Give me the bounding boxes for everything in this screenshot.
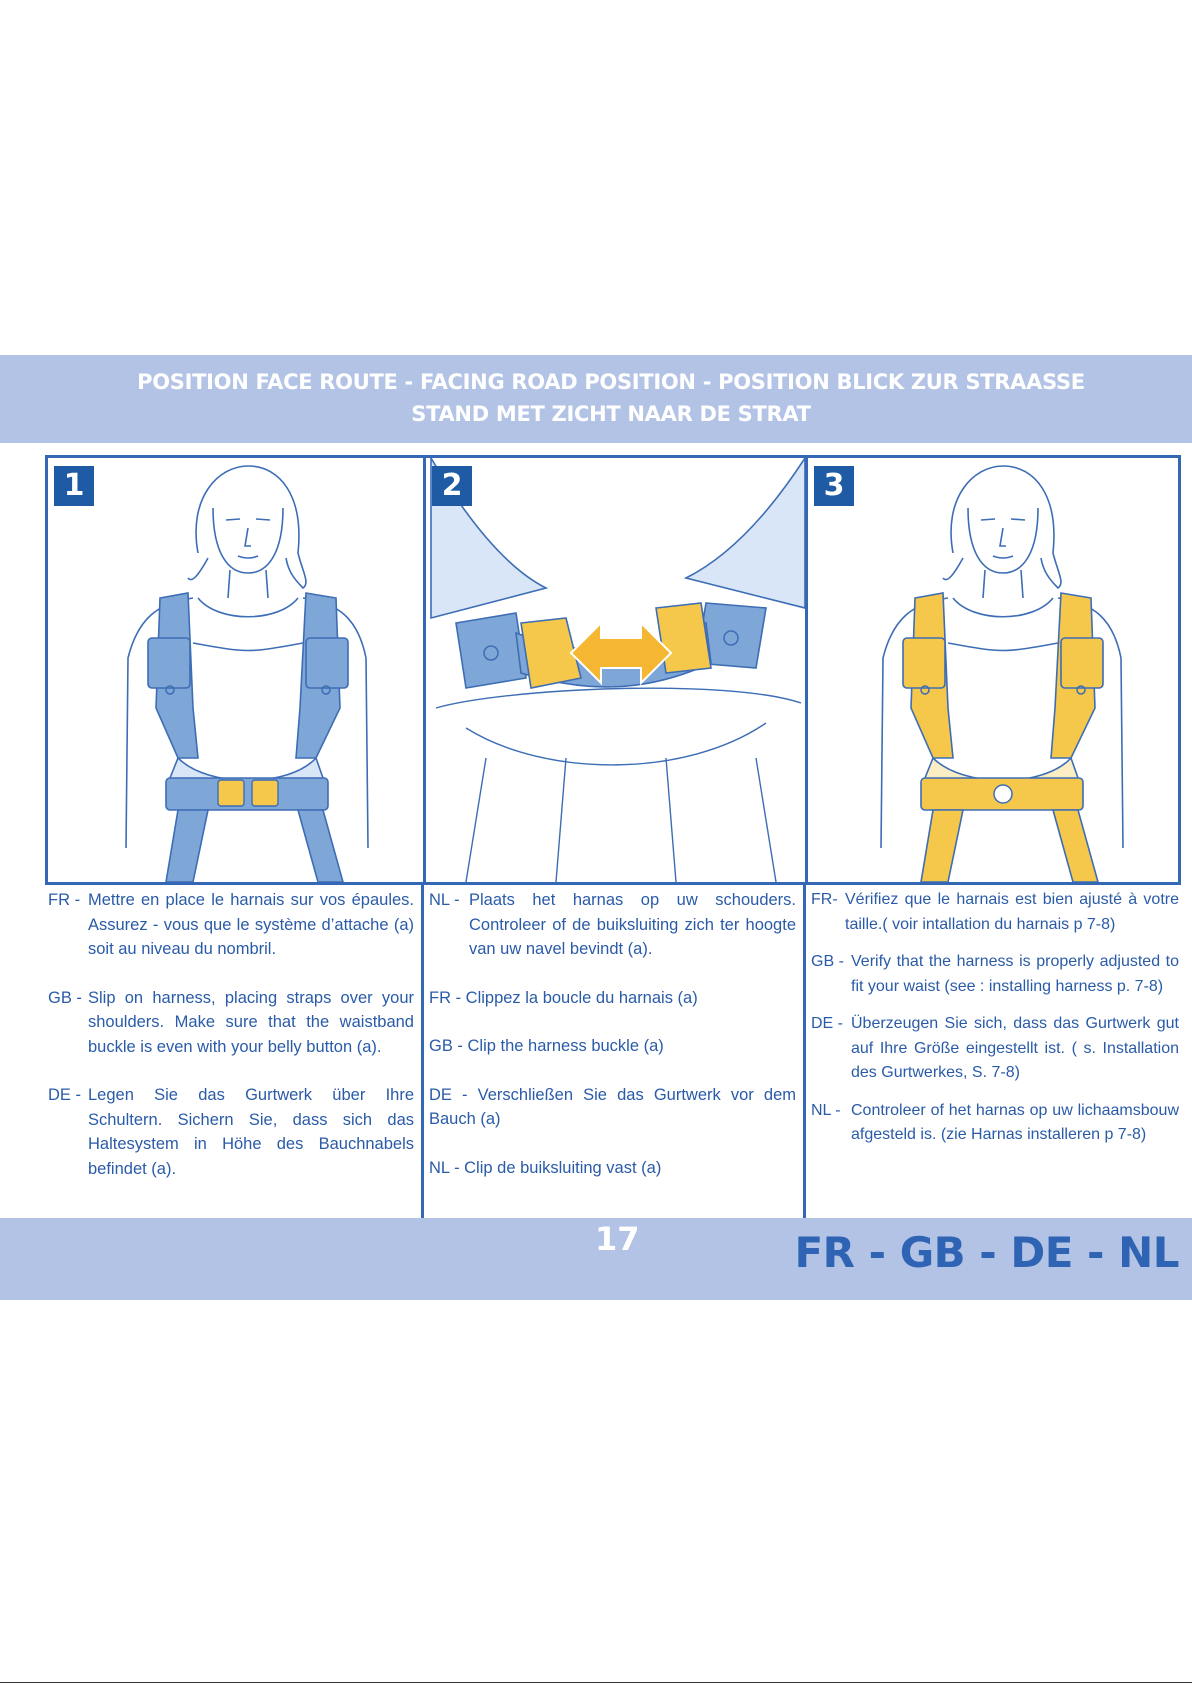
person-blue-harness-figure: [48, 458, 423, 882]
instruction-text: Vérifiez que le harnais est bien ajusté à votre taille.( voir intallation du harnais p 7-8): [845, 891, 1179, 933]
instruction-text: Legen Sie das Gurtwerk über Ihre Schultern. Sichern Sie, dass sich das Haltesystem in Höhe des Bauchnabels befindet (a).: [88, 1086, 414, 1178]
instruction-text: Controleer of het harnas op uw lichaamsbouw afgesteld is. (zie Harnas installeren p 7-8): [851, 1101, 1179, 1143]
instruction-fr: FR - Clippez la boucle du harnais (a): [429, 988, 698, 1007]
step-2-badge: 2: [432, 466, 472, 506]
instruction-nl: [429, 888, 796, 962]
language-code: GB -: [811, 953, 844, 970]
instruction-de: [48, 1083, 414, 1181]
buckle-closeup-figure: [426, 458, 805, 882]
instruction-text: Plaats het harnas op uw schouders. Controleer of de buiksluiting zich ter hoogte van uw navel bevindt (a).: [469, 891, 796, 958]
instruction-gb: [811, 950, 1179, 999]
instruction-gb: GB - Clip the harness buckle (a): [429, 1037, 664, 1055]
step-3-instructions: [811, 888, 1179, 1161]
step-2-instructions: [429, 888, 796, 1204]
footer-band: [0, 1218, 1192, 1300]
language-code: DE -: [48, 1086, 81, 1104]
instruction-text: Mettre en place le harnais sur vos épaules. Assurez - vous que le système d’attache (a) soit au niveau du nombril.: [88, 891, 414, 958]
illustration-step-2: [426, 458, 805, 882]
step-1-instructions: [48, 888, 414, 1205]
instruction-fr: [811, 888, 1179, 937]
page-title-line-1: POSITION FACE ROUTE - FACING ROAD POSITION - POSITION BLICK ZUR STRAASSE: [137, 370, 1085, 394]
instruction-de: [811, 1012, 1179, 1086]
language-code: NL -: [811, 1101, 841, 1119]
language-code: GB -: [48, 988, 82, 1007]
language-code: FR-: [811, 891, 838, 908]
instruction-text: Slip on harness, placing straps over your shoulders. Make sure that the waistband buckle is even with your belly button (a).: [88, 988, 414, 1056]
page-number: 17: [595, 1220, 640, 1258]
step-3-badge: 3: [814, 466, 854, 506]
instruction-gb: [48, 986, 414, 1060]
text-column-divider: [803, 885, 806, 1218]
instruction-nl: [811, 1099, 1179, 1148]
language-code: NL -: [429, 891, 460, 909]
title-band: [0, 355, 1192, 443]
instruction-de: DE - Verschließen Sie das Gurtwerk vor dem Bauch (a): [429, 1085, 796, 1128]
page-bottom-rule: [0, 1682, 1192, 1683]
illustration-row: [45, 455, 1181, 885]
language-list: FR - GB - DE - NL: [794, 1228, 1179, 1277]
text-column-divider: [421, 885, 424, 1218]
illustration-step-1: [48, 458, 423, 882]
instruction-text: Überzeugen Sie sich, dass das Gurtwerk gut auf Ihre Größe eingestellt ist. ( s. Installation des Gurtwerkes, S. 7-8): [851, 1015, 1179, 1081]
instruction-nl-2: NL - Clip de buiksluiting vast (a): [429, 1158, 662, 1177]
language-code: DE -: [811, 1015, 843, 1032]
illustration-step-3: [808, 458, 1178, 882]
instruction-text: Verify that the harness is properly adjusted to fit your waist (see : installing harness p. 7-8): [851, 953, 1179, 995]
instruction-fr: [48, 888, 414, 962]
page-title-line-2: STAND MET ZICHT NAAR DE STRAT: [411, 402, 811, 426]
language-code: FR -: [48, 891, 81, 909]
person-yellow-harness-figure: [808, 458, 1178, 882]
step-1-badge: 1: [54, 466, 94, 506]
